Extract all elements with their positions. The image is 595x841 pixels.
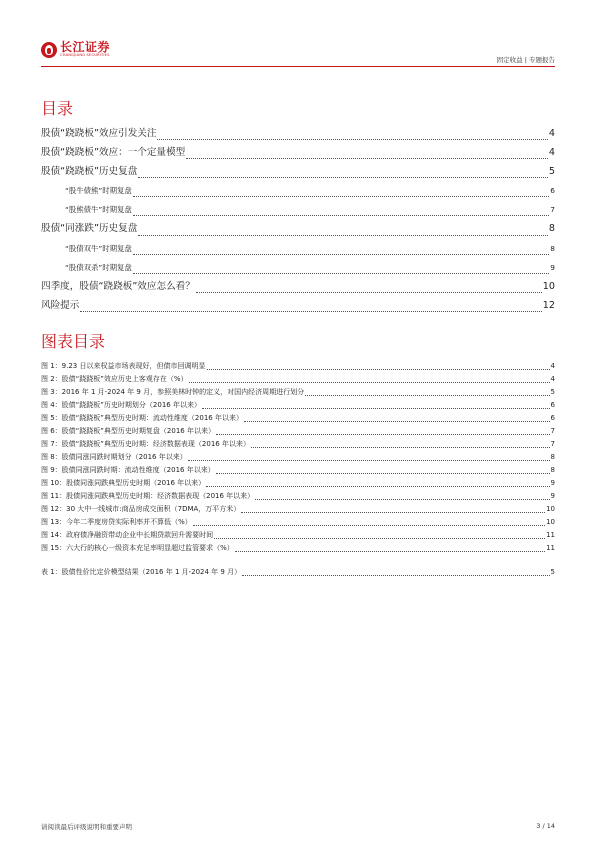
figure-entry[interactable] (41, 529, 555, 542)
figure-entry-page: 6 (550, 401, 555, 409)
toc-subentry-page: 6 (550, 186, 555, 196)
figure-entry-page: 7 (550, 427, 555, 435)
figure-entry-page: 7 (550, 440, 555, 448)
dot-leader (138, 177, 548, 178)
figure-entry-page: 11 (546, 531, 555, 539)
dot-leader (244, 421, 550, 422)
logo-emblem-icon (41, 42, 57, 58)
toc-subentry[interactable] (41, 258, 555, 277)
toc-subentry-page: 8 (550, 243, 555, 253)
figure-entry[interactable] (41, 464, 555, 477)
figure-entry[interactable] (41, 542, 555, 555)
toc-subentry[interactable] (41, 239, 555, 258)
figure-entry[interactable] (41, 360, 555, 373)
toc-entry[interactable] (41, 219, 555, 238)
figure-entry-page: 8 (550, 466, 555, 474)
figure-entry[interactable] (41, 503, 555, 516)
dot-leader (133, 215, 550, 216)
figure-entry-title: 图 4：股债“跷跷板”历史时期划分（2016 年以来） (41, 401, 201, 409)
figures-title: 图表目录 (41, 332, 106, 351)
toc-entry-title: 股债“跷跷板”历史复盘 (41, 166, 138, 178)
toc-entry-title: 股债“同涨跌”历史复盘 (41, 223, 138, 235)
figure-entry-title: 图 9：股债同涨同跌时期：流动性维度（2016 年以来） (41, 466, 215, 474)
dot-leader (133, 196, 550, 197)
figure-entry-page: 10 (546, 518, 555, 526)
figure-entry-title: 图 5：股债“跷跷板”典型历史时期：流动性维度（2016 年以来） (41, 414, 243, 422)
dot-leader (216, 434, 550, 435)
figure-entry[interactable] (41, 477, 555, 490)
dot-leader (196, 292, 542, 293)
toc-entry-page: 5 (548, 166, 555, 178)
table-entry-page: 5 (550, 568, 555, 576)
toc-entry-page: 12 (542, 299, 555, 311)
figure-entry-title: 图 14：政府债净融资带动企业中长期贷款回升需要时间 (41, 531, 214, 539)
dot-leader (138, 235, 548, 236)
toc-entry[interactable] (41, 277, 555, 296)
figure-entry-title: 图 12：30 大中一线城市:商品房成交面积（7DMA，万平方米） (41, 505, 241, 513)
toc-subentry-title: “股牛债熊”时期复盘 (65, 186, 132, 196)
figure-entry-title: 图 7：股债“跷跷板”典型历史时期：经济数据表现（2016 年以来） (41, 440, 250, 448)
toc-entry-title: 四季度，股债“跷跷板”效应怎么看？ (41, 280, 195, 292)
figure-entry[interactable] (41, 451, 555, 464)
toc-subentry-title: “股债双牛”时期复盘 (65, 243, 132, 253)
figure-entry-page: 4 (550, 375, 555, 383)
figure-entry-page: 9 (550, 479, 555, 487)
toc-entry-title: 风险提示 (41, 299, 80, 311)
figure-entry[interactable] (41, 386, 555, 399)
figure-entry-title: 图 10：股债同涨同跌典型历史时期（2016 年以来） (41, 479, 206, 487)
figure-entry-title: 图 8：股债同涨同跌时期划分（2016 年以来） (41, 453, 187, 461)
figure-entry-title: 图 6：股债“跷跷板”典型历史时期复盘（2016 年以来） (41, 427, 215, 435)
toc-subentry-page: 9 (550, 262, 555, 272)
figure-entry-title: 图 2：股债“跷跷板”效应历史上客观存在（%） (41, 375, 188, 383)
figure-entry-title: 图 3：2016 年 1 月-2024 年 9 月，参照美林时钟的定义，对国内经济周期进行划分 (41, 388, 305, 396)
toc-subentry-title: “股债双杀”时期复盘 (65, 262, 132, 272)
dot-leader (214, 538, 545, 539)
header-divider (41, 66, 555, 67)
toc-subentry[interactable] (41, 200, 555, 219)
dot-leader (133, 254, 550, 255)
figure-entry[interactable] (41, 425, 555, 438)
figure-entry[interactable] (41, 438, 555, 451)
dot-leader (242, 575, 549, 576)
figure-entry-page: 8 (550, 453, 555, 461)
figure-entry[interactable] (41, 399, 555, 412)
table-entry-title: 表 1：股债性价比定价模型结果（2016 年 1 月-2024 年 9 月） (41, 568, 242, 576)
toc-entry-page: 4 (548, 147, 555, 159)
dot-leader (80, 311, 541, 312)
figure-entry-page: 5 (550, 388, 555, 396)
figure-entry[interactable] (41, 490, 555, 503)
figure-entry[interactable] (41, 412, 555, 425)
figure-entry-title: 图 11：股债同涨同跌典型历史时期：经济数据表现（2016 年以来） (41, 492, 255, 500)
figure-entry-page: 10 (546, 505, 555, 513)
table-of-contents (41, 124, 555, 315)
dot-leader (305, 395, 549, 396)
logo-subtext: CHANGJIANG SECURITIES (60, 53, 110, 57)
dot-leader (189, 382, 550, 383)
dot-leader (207, 369, 550, 370)
dot-leader (251, 447, 550, 448)
figure-entry-page: 11 (546, 544, 555, 552)
dot-leader (193, 525, 545, 526)
dot-leader (186, 158, 548, 159)
footer-disclaimer: 请阅读最后评级说明和重要声明 (41, 823, 132, 831)
figure-entry-page: 4 (550, 362, 555, 370)
table-entry[interactable] (41, 566, 555, 579)
figure-entry[interactable] (41, 516, 555, 529)
figure-entry-title: 图 1：9.23 日以来权益市场表现好，但债市回调明显 (41, 362, 206, 370)
figure-entry-title: 图 13：今年二季度房贷实际利率并不算低（%） (41, 518, 192, 526)
dot-leader (133, 273, 550, 274)
toc-entry-page: 8 (548, 223, 555, 235)
toc-entry[interactable] (41, 143, 555, 162)
company-logo (41, 41, 110, 58)
toc-entry[interactable] (41, 124, 555, 143)
figure-entry-page: 6 (550, 414, 555, 422)
toc-entry[interactable] (41, 296, 555, 315)
toc-entry-title: 股债“跷跷板”效应引发关注 (41, 128, 157, 139)
figure-entry-title: 图 15：六大行的核心一级资本充足率明显超过监管要求（%） (41, 544, 234, 552)
toc-entry-page: 4 (548, 128, 555, 139)
dot-leader (216, 473, 550, 474)
toc-entry-title: 股债“跷跷板”效应：一个定量模型 (41, 147, 186, 159)
figure-entry-page: 9 (550, 492, 555, 500)
dot-leader (157, 139, 547, 140)
figure-list (41, 360, 555, 579)
toc-title: 目录 (41, 99, 74, 118)
dot-leader (202, 408, 550, 409)
page-number: 3 / 14 (536, 822, 555, 830)
report-category: 固定收益 | 专题报告 (496, 56, 555, 64)
toc-subentry-title: “股熊债牛”时期复盘 (65, 205, 132, 215)
toc-entry[interactable] (41, 162, 555, 181)
figure-entry[interactable] (41, 373, 555, 386)
dot-leader (188, 460, 550, 461)
toc-subentry-page: 7 (550, 205, 555, 215)
logo-text: 长江证券 (60, 40, 111, 54)
dot-leader (235, 551, 545, 552)
toc-entry-page: 10 (542, 280, 555, 292)
dot-leader (241, 512, 545, 513)
dot-leader (206, 486, 549, 487)
toc-subentry[interactable] (41, 181, 555, 200)
dot-leader (255, 499, 549, 500)
